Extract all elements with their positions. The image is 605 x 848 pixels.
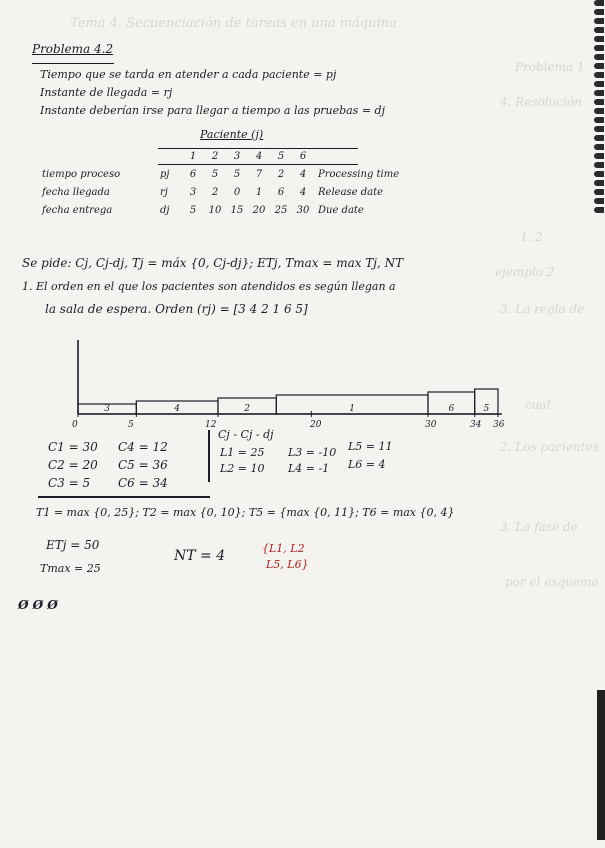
- table-cell: 5: [211, 168, 219, 180]
- table-header-rule: [158, 164, 358, 165]
- lateness-header: Cj - Cj - dj: [218, 428, 274, 441]
- lateness-value: L1 = 25: [220, 446, 265, 459]
- lateness-value: L5 = 11: [348, 440, 393, 453]
- table-cell: 6: [189, 168, 197, 180]
- gantt-segment-label: 5: [483, 404, 490, 414]
- row-label: fecha entrega: [42, 204, 113, 216]
- completion-time: C6 = 34: [118, 476, 168, 490]
- completion-time: C2 = 20: [48, 458, 98, 472]
- gantt-chart: [70, 340, 510, 420]
- table-cell: 4: [299, 186, 307, 198]
- table-cell: 5: [233, 168, 241, 180]
- table-cell: 5: [189, 204, 197, 216]
- tardiness-line: T1 = max {0, 25}; T2 = max {0, 10}; T5 = {max {0, 11}; T6 = max {0, 4}: [36, 506, 455, 519]
- column-header: 6: [299, 150, 307, 162]
- gantt-tick-label: 5: [128, 420, 134, 430]
- tardy-jobs-note: L5, L6}: [266, 558, 309, 571]
- ghost-text: Problema 1: [515, 60, 585, 74]
- definition-line: Instante deberían irse para llegar a tiempo a las pruebas = dj: [40, 104, 385, 117]
- table-row: [38, 165, 403, 183]
- statement-line: 1. El orden en el que los pacientes son atendidos es según llegan a: [22, 280, 396, 293]
- row-symbol: pj: [160, 168, 170, 180]
- gantt-segment-label: 1: [349, 404, 356, 414]
- patient-table-header: Paciente (j): [200, 128, 264, 141]
- gantt-segment-label: 3: [104, 404, 111, 414]
- row-symbol: dj: [160, 204, 170, 216]
- faded-header: Tema 4. Secuenciación de tareas en una máquina: [70, 16, 397, 31]
- row-label: tiempo proceso: [42, 168, 121, 180]
- definition-line: Instante de llegada = rj: [40, 86, 173, 99]
- gantt-tick-label: 0: [72, 420, 78, 430]
- completion-time: C3 = 5: [48, 476, 91, 490]
- table-cell: 2: [277, 168, 285, 180]
- lateness-value: L3 = -10: [288, 446, 337, 459]
- results-rule: [38, 496, 210, 498]
- gantt-tick-label: 36: [493, 420, 505, 430]
- table-column-header-row: [38, 147, 403, 165]
- table-cell: 10: [208, 204, 222, 216]
- ghost-text: 4. Resolución: [500, 95, 582, 109]
- table-cell: 2: [211, 186, 219, 198]
- patient-table: [38, 147, 403, 219]
- statement-line: la sala de espera. Orden (rj) = [3 4 2 1 6 5]: [45, 302, 308, 316]
- completion-time: C5 = 36: [118, 458, 168, 472]
- ghost-text: 3. La regla de: [500, 302, 585, 316]
- lateness-value: L4 = -1: [288, 462, 330, 475]
- definition-line: Tiempo que se tarda en atender a cada paciente = pj: [40, 68, 337, 81]
- ghost-text: cual: [525, 398, 551, 412]
- table-cell: 25: [274, 204, 288, 216]
- table-row: [38, 201, 403, 219]
- gantt-tick-label: 34: [470, 420, 482, 430]
- table-cell: 3: [189, 186, 197, 198]
- row-note: Due date: [318, 204, 364, 216]
- spiral-binding: [591, 0, 605, 240]
- ghost-text: por el esquema: [505, 575, 599, 589]
- completion-time: C1 = 30: [48, 440, 98, 454]
- table-cell: 20: [252, 204, 266, 216]
- ghost-text: 3. La fase de: [500, 520, 578, 534]
- table-cell: 15: [230, 204, 244, 216]
- se-pide-line: Se pide: Cj, Cj-dj, Tj = máx {0, Cj-dj}; ETj, Tmax = max Tj, NT: [22, 256, 404, 270]
- lateness-value: L2 = 10: [220, 462, 265, 475]
- completion-time: C4 = 12: [118, 440, 168, 454]
- gantt-segment-label: 6: [448, 404, 455, 414]
- max-tardiness: Tmax = 25: [40, 562, 101, 575]
- row-note: Release date: [318, 186, 384, 198]
- problem-title: Problema 4.2: [32, 42, 114, 56]
- lateness-value: L6 = 4: [348, 458, 386, 471]
- table-cell: 1: [255, 186, 263, 198]
- number-tardy: NT = 4: [174, 548, 226, 564]
- column-header: 3: [233, 150, 241, 162]
- column-header: 1: [189, 150, 197, 162]
- table-row: [38, 183, 403, 201]
- table-cell: 6: [277, 186, 285, 198]
- total-tardiness: ETj = 50: [46, 538, 100, 552]
- tardy-jobs-note: {L1, L2: [262, 542, 305, 555]
- row-symbol: rj: [160, 186, 168, 198]
- ghost-text: ejemplo 2: [495, 265, 555, 279]
- column-header: 4: [255, 150, 263, 162]
- page-edge-shadow: [597, 690, 605, 840]
- gantt-tick-label: 20: [310, 420, 322, 430]
- ghost-text: 1. 2.: [520, 230, 547, 244]
- gantt-tick-label: 30: [425, 420, 437, 430]
- table-cell: 30: [296, 204, 310, 216]
- gantt-segment-label: 2: [244, 404, 251, 414]
- gantt-segment-label: 4: [174, 404, 181, 414]
- row-label: fecha llegada: [42, 186, 110, 198]
- table-cell: 4: [299, 168, 307, 180]
- table-cell: 7: [255, 168, 263, 180]
- gantt-tick-label: 12: [205, 420, 217, 430]
- row-note: Processing time: [318, 168, 400, 180]
- results-divider: [208, 430, 210, 482]
- column-header: 2: [211, 150, 219, 162]
- column-header: 5: [277, 150, 285, 162]
- table-cell: 0: [233, 186, 241, 198]
- title-underline: [32, 63, 114, 64]
- crossed-out-scribble: Ø Ø Ø: [18, 598, 58, 612]
- ghost-text: 2. Los pacientes: [500, 440, 599, 454]
